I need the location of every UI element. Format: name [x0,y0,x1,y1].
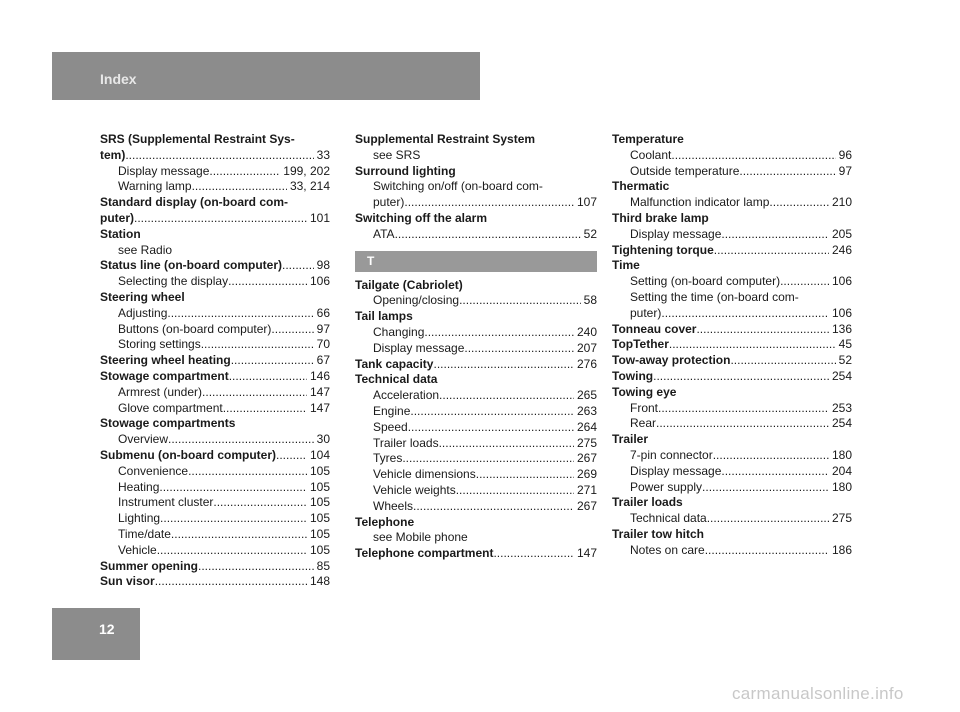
index-subentry [355,325,597,341]
entry-text: Coolant [630,147,672,162]
index-subentry [100,464,330,480]
dot-leader [721,227,829,243]
index-heading: Steering wheel [100,289,185,304]
index-heading: Switching off the alarm [355,210,488,225]
index-subentry [612,448,852,464]
page-ref: 253 [831,400,852,415]
page-ref: 267 [576,498,597,513]
index-heading: Technical data [355,372,438,387]
dot-leader [125,148,313,164]
page-ref: 58 [583,293,597,308]
page-ref: 147 [576,546,597,561]
index-subentry [355,467,597,483]
entry-text: Adjusting [118,305,168,320]
dot-leader [188,464,307,480]
page-ref: 106 [831,305,852,320]
dot-leader [167,306,313,322]
entry-text: Submenu (on-board computer) [100,447,276,462]
entry-text: Warning lamp [118,179,192,194]
dot-leader [213,495,307,511]
index-heading: Trailer loads [612,495,683,510]
index-column-3 [612,132,852,559]
dot-leader [653,369,829,385]
index-heading: Temperature [612,132,684,146]
index-subentry [612,543,852,559]
index-subentry [355,341,597,357]
entry-text: Setting (on-board computer) [630,274,781,289]
index-entry [100,369,330,385]
dot-leader [168,432,314,448]
section-header: T [355,251,597,272]
entry-text: Notes on care [630,542,705,557]
entry-text: Vehicle [118,542,157,557]
index-heading: Trailer tow hitch [612,526,705,541]
entry-text: Outside temperature [630,163,740,178]
entry-text: Wheels [373,498,414,513]
dot-leader [705,543,829,559]
entry-text: Tank capacity [355,356,434,371]
dot-leader [231,353,314,369]
dot-leader [402,451,574,467]
dot-leader [459,293,581,309]
dot-leader [433,357,573,373]
index-heading: Tailgate (Cabriolet) [355,277,463,292]
dot-leader [271,322,313,338]
index-subentry [612,480,852,496]
index-entry [612,322,852,338]
entry-text: Tightening torque [612,242,714,257]
index-subentry: Setting the time (on-board com- [630,289,799,304]
index-entry [100,148,330,164]
index-subentry [100,385,330,401]
entry-text: 7-pin connector [630,447,713,462]
index-heading: Third brake lamp [612,210,709,225]
entry-text: ATA [373,226,395,241]
dot-leader [456,483,574,499]
page-ref: 275 [831,511,852,526]
page-number-box [52,608,140,660]
index-subentry [355,195,597,211]
index-subentry [100,337,330,353]
index-subentry [355,293,597,309]
entry-text: Tonneau cover [612,321,697,336]
dot-leader [408,420,574,436]
index-subentry: see Radio [118,242,173,257]
index-subentry [100,306,330,322]
page-ref: 210 [831,195,852,210]
index-entry [100,448,330,464]
page-ref: 246 [831,242,852,257]
dot-leader [739,164,835,180]
index-subentry [100,401,330,417]
dot-leader [201,337,314,353]
dot-leader [721,464,829,480]
entry-text: Instrument cluster [118,495,214,510]
entry-text: TopTether [612,337,669,352]
index-subentry [100,322,330,338]
index-subentry [355,420,597,436]
dot-leader [769,195,829,211]
index-subentry [612,148,852,164]
dot-leader [780,274,829,290]
dot-leader [493,546,574,562]
dot-leader [476,467,574,483]
index-heading: Station [100,226,141,241]
index-subentry [100,432,330,448]
dot-leader [202,385,307,401]
entry-text: Display message [373,340,465,355]
entry-text: Power supply [630,479,703,494]
dot-leader [661,306,829,322]
index-entry [612,243,852,259]
dot-leader [282,258,314,274]
page-number: 12 [99,621,115,637]
index-subentry [612,195,852,211]
index-heading: Stowage compartments [100,416,236,431]
index-heading: Surround lighting [355,163,456,178]
dot-leader [464,341,574,357]
entry-text: Heating [118,479,160,494]
index-entry [355,357,597,373]
entry-text: Vehicle dimensions [373,467,476,482]
dot-leader [276,448,307,464]
index-subentry [100,480,330,496]
page-ref: 275 [576,435,597,450]
entry-text: Summer opening [100,558,199,573]
page-ref: 240 [576,324,597,339]
dot-leader [171,527,307,543]
entry-text: Status line (on-board computer) [100,258,283,273]
index-subentry [100,543,330,559]
index-subentry: see SRS [373,147,421,162]
page-ref: 33, 214 [289,179,330,194]
page-ref: 30 [316,432,330,447]
dot-leader [198,559,314,575]
dot-leader [157,543,307,559]
entry-text: Technical data [630,511,707,526]
index-subentry [100,164,330,180]
entry-text: Display message [118,163,210,178]
page-ref: 146 [309,368,330,383]
dot-leader [658,401,829,417]
index-subentry [100,179,330,195]
page-ref: 254 [831,368,852,383]
dot-leader [439,436,574,452]
entry-text: Malfunction indicator lamp [630,195,770,210]
index-column-2 [355,132,597,562]
index-subentry [612,227,852,243]
page-ref: 148 [309,574,330,589]
page-ref: 98 [316,258,330,273]
entry-text: Telephone compartment [355,546,494,561]
index-subentry [612,416,852,432]
dot-leader [707,511,829,527]
entry-text: Display message [630,463,722,478]
index-subentry [355,436,597,452]
entry-text: tem) [100,147,126,162]
page-ref: 96 [838,147,852,162]
index-subentry [355,388,597,404]
page-ref: 207 [576,340,597,355]
index-heading: Supplemental Restraint System [355,132,536,146]
dot-leader [413,499,574,515]
page-ref: 264 [576,419,597,434]
watermark-logo: carmanualsonline.info [732,684,904,703]
index-subentry [355,483,597,499]
entry-text: Speed [373,419,408,434]
page-ref: 52 [583,226,597,241]
page-ref: 106 [309,274,330,289]
page-ref: 105 [309,479,330,494]
index-entry [612,369,852,385]
page-ref: 199, 202 [283,163,330,178]
dot-leader [713,448,829,464]
index-subentry [612,306,852,322]
entry-text: Vehicle weights [373,482,456,497]
page-ref: 267 [576,451,597,466]
index-entry [612,353,852,369]
entry-text: Time/date [118,526,171,541]
entry-text: Overview [118,432,169,447]
dot-leader [671,148,835,164]
entry-text: Front [630,400,659,415]
page-ref: 45 [838,337,852,352]
dot-leader [410,404,574,420]
index-heading: Trailer [612,432,649,447]
dot-leader [656,416,829,432]
index-heading: Thermatic [612,179,670,194]
dot-leader [209,164,280,180]
index-subentry: see Mobile phone [373,530,468,545]
page-ref: 101 [309,210,330,225]
page-ref: 271 [576,482,597,497]
page-ref: 147 [309,384,330,399]
dot-leader [223,401,307,417]
dot-leader [696,322,829,338]
page-ref: 180 [831,479,852,494]
index-subentry [355,499,597,515]
index-heading: SRS (Supplemental Restraint Sys- [100,132,295,146]
index-heading: Towing eye [612,384,677,399]
page-ref: 276 [576,356,597,371]
entry-text: Glove compartment [118,400,223,415]
dot-leader [395,227,581,243]
entry-text: Acceleration [373,388,440,403]
dot-leader [160,511,307,527]
index-entry [100,211,330,227]
page-ref: 105 [309,463,330,478]
index-heading: Tail lamps [355,309,413,324]
index-subentry [612,274,852,290]
dot-leader [439,388,574,404]
page-ref: 85 [316,558,330,573]
page-ref: 254 [831,416,852,431]
index-subentry [100,511,330,527]
index-subentry [355,451,597,467]
page-ref: 204 [831,463,852,478]
index-subentry [612,401,852,417]
entry-text: Trailer loads [373,435,439,450]
entry-text: Opening/closing [373,293,460,308]
index-subentry [100,495,330,511]
entry-text: Stowage compartment [100,368,229,383]
index-column-1 [100,132,330,590]
entry-text: puter) [630,305,662,320]
index-subentry [612,464,852,480]
page-ref: 97 [838,163,852,178]
index-entry [100,258,330,274]
dot-leader [702,480,829,496]
index-subentry [100,527,330,543]
dot-leader [730,353,835,369]
index-subentry [612,164,852,180]
page-ref: 147 [309,400,330,415]
page-ref: 205 [831,226,852,241]
dot-leader [228,274,307,290]
page-ref: 265 [576,388,597,403]
entry-text: Display message [630,226,722,241]
index-heading: Telephone [355,514,415,529]
page-ref: 105 [309,511,330,526]
page-ref: 67 [316,353,330,368]
page-ref: 97 [316,321,330,336]
dot-leader [714,243,829,259]
page-ref: 33 [316,147,330,162]
index-entry [612,337,852,353]
page-ref: 136 [831,321,852,336]
dot-leader [424,325,574,341]
entry-text: Steering wheel heating [100,353,231,368]
index-entry [100,574,330,590]
entry-text: Sun visor [100,574,155,589]
page-ref: 105 [309,542,330,557]
page-ref: 104 [309,447,330,462]
page-ref: 105 [309,526,330,541]
entry-text: Selecting the display [118,274,229,289]
page-ref: 107 [576,195,597,210]
index-subentry [355,404,597,420]
dot-leader [192,179,287,195]
entry-text: puter) [100,210,134,225]
dot-leader [159,480,307,496]
page-title: Index [100,71,137,87]
page-ref: 269 [576,467,597,482]
entry-text: Changing [373,324,425,339]
entry-text: Engine [373,403,411,418]
entry-text: puter) [373,195,405,210]
index-subentry [355,227,597,243]
index-subentry [612,511,852,527]
index-entry [100,559,330,575]
page-ref: 52 [838,353,852,368]
index-heading: Time [612,258,640,273]
index-subentry [100,274,330,290]
entry-text: Lighting [118,511,161,526]
entry-text: Towing [612,368,654,383]
dot-leader [404,195,574,211]
dot-leader [134,211,307,227]
page-ref: 186 [831,542,852,557]
entry-text: Storing settings [118,337,201,352]
entry-text: Convenience [118,463,189,478]
page-ref: 180 [831,447,852,462]
page-ref: 66 [316,305,330,320]
index-entry [355,546,597,562]
entry-text: Rear [630,416,657,431]
entry-text: Tow-away protection [612,353,731,368]
dot-leader [229,369,307,385]
page-ref: 263 [576,403,597,418]
page-ref: 105 [309,495,330,510]
index-entry [100,353,330,369]
entry-text: Buttons (on-board computer) [118,321,272,336]
dot-leader [669,337,836,353]
page-ref: 106 [831,274,852,289]
index-subentry: Switching on/off (on-board com- [373,179,543,194]
entry-text: Tyres [373,451,403,466]
entry-text: Armrest (under) [118,384,203,399]
page-ref: 70 [316,337,330,352]
dot-leader [155,574,307,590]
index-heading: Standard display (on-board com- [100,195,289,210]
